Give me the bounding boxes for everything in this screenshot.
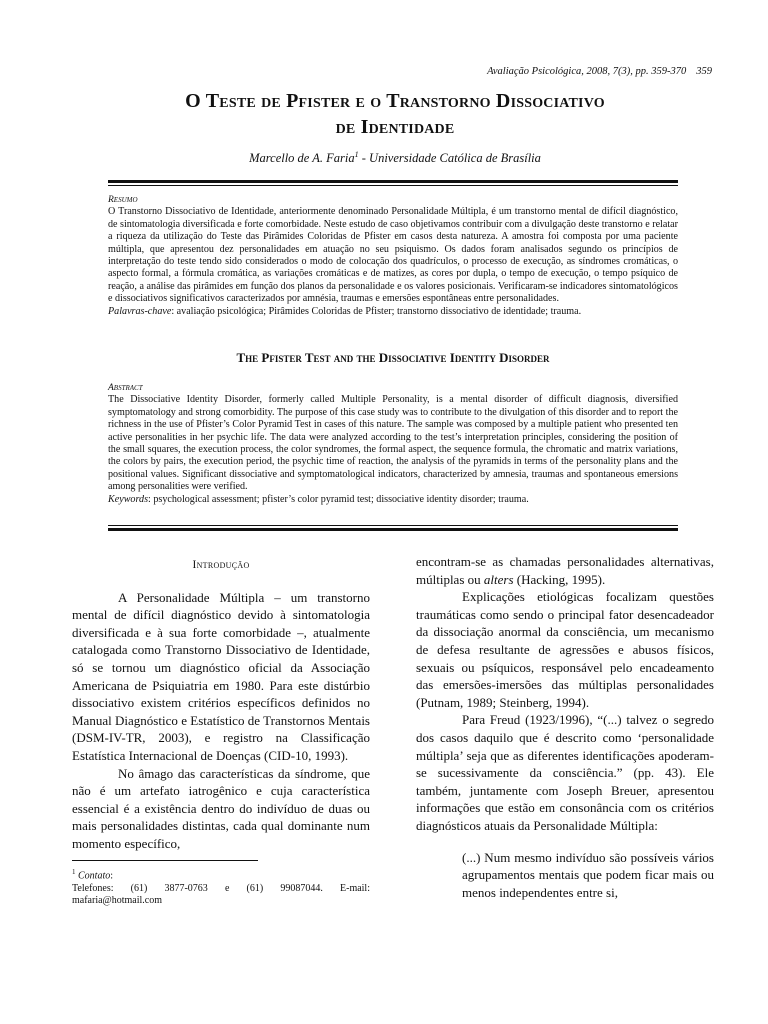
palavras-chave-text: : avaliação psicológica; Pirâmides Coloridas de Pfister; transtorno dissociativo de identidade; trauma.	[171, 305, 582, 317]
footnote-rule	[72, 860, 258, 861]
right-column	[416, 553, 714, 901]
author-name: Marcello de A. Faria	[249, 151, 355, 166]
author-affiliation: - Universidade Católica de Brasília	[358, 151, 541, 166]
resumo-block	[108, 194, 678, 318]
top-rule-thin	[108, 185, 678, 186]
title-line-2: de Identidade	[335, 116, 455, 138]
footnote-label: Contato	[78, 870, 111, 882]
resumo-text: O Transtorno Dissociativo de Identidade, anteriormente denominado Personalidade Múltipla, é um transtorno mental de difícil diagnóstico, de sintomatologia diversificada e forte comorbidade. Neste estudo de caso objetivamos contribuir com a divulgação deste transtorno e relatar a riqueza da utilização do Teste das Pirâmides Coloridas de Pfister em casos desta natureza. A amostra foi composta por uma paciente múltipla, que apresentou dez personalidades em atuação no seu psiquismo. Os dados foram analisados segundo os princípios de interpretação do teste tendo sido considerados o modo de colocação dos quadrículos, o processo de execução, as síndromes cromáticas, o aspecto formal, a fórmula cromática, as variações cromáticas e de matizes, as cores por dupla, o tempo de execução, o tempo psíquico de reação, a análise das pirâmides em função dos planos da personalidade e os valores posicionais. Verificaram-se indicadores sintomatológicos e dissociativos significativos caracterizados por amnésia, traumas e emersões espontâneas entre personalidades.	[108, 206, 678, 305]
keywords-text: : psychological assessment; pfister’s color pyramid test; dissociative identity disorder; trauma.	[148, 493, 529, 505]
paragraph: A Personalidade Múltipla – um transtorno mental de difícil diagnóstico devido à sintomatologia diversificada e à sua forte comorbidade –, atualmente catalogada como Transtorno Dissociativo de Identidade, só se tornou um diagnóstico oficial da Associação Americana de Psiquiatria em 1980. Para este distúrbio dissociativo existem critérios específicos definidos no Manual Diagnóstico e Estatístico de Transtornos Mentais (DSM-IV-TR, 2003), e registro na Classificação Estatística Internacional de Doenças (CID-10, 1993).	[72, 589, 370, 763]
title-line-1: O Teste de Pfister e o Transtorno Dissociativo	[185, 90, 605, 112]
alters-term: alters	[483, 571, 514, 587]
abstract-label: Abstract	[108, 383, 143, 393]
paragraph: No âmago das características da síndrome, que não é um artefato iatrogênico e cuja característica essencial é a existência dentro do indivíduo de duas ou mais personalidades distintas, cada qual dominante num momento específico,	[72, 765, 370, 851]
running-head	[487, 66, 712, 77]
abstract-block	[108, 382, 678, 506]
journal-citation: Avaliação Psicológica, 2008, 7(3), pp. 359-370	[487, 66, 687, 77]
paragraph-text: encontram-se as chamadas personalidades alternativas, múltiplas ou	[416, 554, 714, 587]
footnote-text: Telefones: (61) 3877-0763 e (61) 99087044. E-mail: mafaria@hotmail.com	[72, 882, 370, 907]
author-line	[110, 150, 680, 166]
resumo-label: Resumo	[108, 195, 138, 205]
palavras-chave-label: Palavras-chave	[108, 305, 172, 317]
english-title: The Pfister Test and the Dissociative Identity Disorder	[236, 350, 550, 365]
footnote-colon: :	[110, 870, 114, 882]
section-heading-introducao: Introdução	[192, 559, 250, 571]
top-rule-thick	[108, 180, 678, 183]
block-quote: (...) Num mesmo indivíduo são possíveis vários agrupamentos mentais que podem ficar mais ou menos independentes entre si,	[462, 849, 714, 900]
article-title	[110, 88, 680, 140]
abstract-text: The Dissociative Identity Disorder, formerly called Multiple Personality, is a mental disorder of difficult diagnosis, diversified symptomatology and strong comorbidity. The purpose of this case study was to contribute to the divulgation of this disorder and to report the richness in the use of Pfister’s Color Pyramid Test in cases of this nature. The sample was composed by a multiple patient who presented ten active personalities in her psychic life. The data were analyzed according to the test’s interpretation principles, considering the position of the small squares, the execution process, the color syndromes, the formal aspect, the sequence formula, the chromatic and matrix variations, the colors by pairs, the execution period, the psychic time of reaction, the analysis of the pyramids in terms of the personality plans and the positional values. Significant dissociative and symptomatological indicators, characterized by amnesia, traumas and spontaneous emersions among personalities were verified.	[108, 394, 678, 493]
author-footnote-mark: 1	[354, 150, 359, 159]
footnote	[72, 866, 370, 908]
left-column	[72, 553, 370, 853]
page-number: 359	[696, 66, 712, 77]
paragraph: Para Freud (1923/1996), “(...) talvez o segredo dos casos daquilo que é descrito como ‘personalidade múltipla’ seja que as diferentes identificações apoderam-se sucessivamente da consciência.” (pp. 43). Ele também, juntamente com Joseph Breuer, apresentou informações que estão em consonância com os critérios diagnósticos atuais da Personalidade Múltipla:	[416, 712, 714, 833]
bottom-rule-thick	[108, 528, 678, 531]
paragraph: Explicações etiológicas focalizam questões traumáticas como sendo o principal fator desencadeador da dissociação anormal da consciência, um mecanismo de defesa resultante de agressões e abusos físicos, sexuais ou psíquicos, responsável pelo encadeamento das emersões-imersões das múltiplas personalidades (Putnam, 1989; Steinberg, 1994).	[416, 589, 714, 710]
keywords-label: Keywords	[108, 493, 149, 505]
paragraph	[416, 553, 714, 588]
paragraph-text: (Hacking, 1995).	[513, 571, 606, 587]
footnote-mark: 1	[72, 868, 76, 876]
bottom-rule-thin	[108, 525, 678, 526]
